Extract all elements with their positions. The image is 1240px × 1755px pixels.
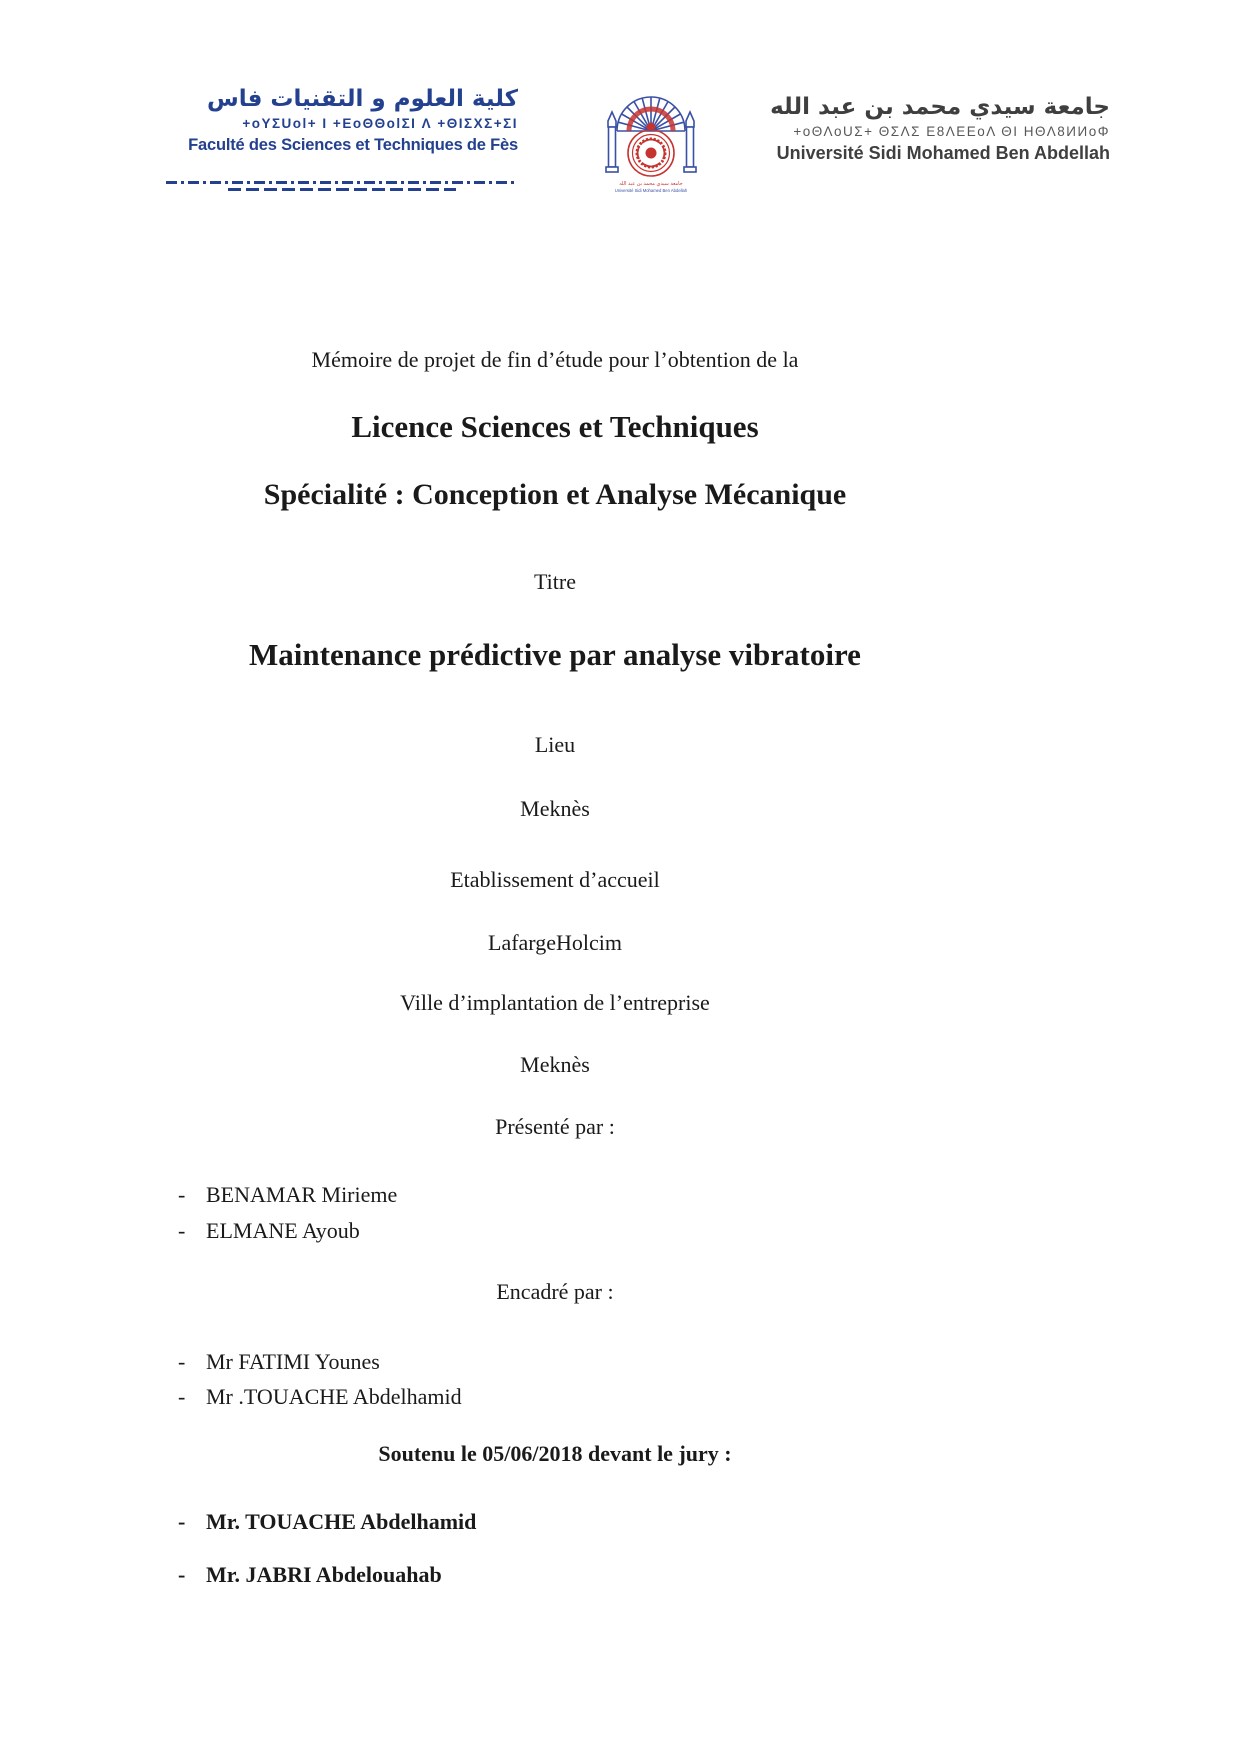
list-item bbox=[178, 1561, 442, 1589]
university-name-french: Université Sidi Mohamed Ben Abdellah bbox=[776, 143, 1110, 163]
university-name-arabic: جامعة سيدي محمد بن عبد الله bbox=[770, 94, 1110, 120]
location-label: Lieu bbox=[534, 732, 576, 757]
bullet-dash: - bbox=[178, 1562, 186, 1587]
project-title: Maintenance prédictive par analyse vibratoire bbox=[249, 637, 861, 672]
student-name: ELMANE Ayoub bbox=[206, 1218, 360, 1243]
speciality-title: Spécialité : Conception et Analyse Mécanique bbox=[263, 478, 847, 511]
list-item bbox=[178, 1508, 476, 1536]
list-item bbox=[178, 1181, 397, 1209]
university-header-block bbox=[768, 92, 1110, 166]
jury-member-name: Mr. TOUACHE Abdelhamid bbox=[206, 1509, 477, 1534]
faculty-name-french: Faculté des Sciences et Techniques de Fès bbox=[188, 136, 518, 154]
university-name-tifinagh: +oΘΛoUΣ+ ΘΣΛΣ Ε8ΛΕΕoΛ ΘΙ ΗΘΛ8ИИoΦ bbox=[793, 124, 1110, 139]
degree-title: Licence Sciences et Techniques bbox=[351, 409, 759, 444]
city-value: Meknès bbox=[520, 1052, 590, 1077]
list-item bbox=[178, 1217, 360, 1245]
supervised-by-label: Encadré par : bbox=[496, 1279, 614, 1304]
faculty-name-arabic: كلية العلوم و التقنيات فاس bbox=[206, 86, 518, 112]
bullet-dash: - bbox=[178, 1509, 186, 1534]
host-label: Etablissement d’accueil bbox=[450, 867, 660, 892]
city-label: Ville d’implantation de l’entreprise bbox=[400, 990, 710, 1015]
faculty-header-block bbox=[166, 84, 518, 157]
host-value: LafargeHolcim bbox=[488, 930, 622, 955]
faculty-name-tifinagh: +oYΣUol+ I +EoΘΘolΣI Λ +ΘIΣXΣ+ΣI bbox=[242, 116, 518, 131]
location-value: Meknès bbox=[520, 796, 590, 821]
list-item bbox=[178, 1348, 380, 1376]
logo-caption-arabic: جامعة سيدي محمد بن عبد الله bbox=[619, 181, 683, 187]
bullet-dash: - bbox=[178, 1218, 186, 1243]
presented-by-label: Présenté par : bbox=[495, 1114, 615, 1139]
supervisor-name: Mr FATIMI Younes bbox=[206, 1349, 380, 1374]
memoir-intro-line: Mémoire de projet de fin d’étude pour l’obtention de la bbox=[311, 347, 799, 372]
supervisor-name: Mr .TOUACHE Abdelhamid bbox=[206, 1384, 462, 1409]
logo-caption-french: Université Sidi Mohamed Ben Abdellah bbox=[614, 188, 688, 193]
bullet-dash: - bbox=[178, 1182, 186, 1207]
university-seal-logo bbox=[598, 74, 704, 200]
bullet-dash: - bbox=[178, 1349, 186, 1374]
student-name: BENAMAR Mirieme bbox=[206, 1182, 398, 1207]
bullet-dash: - bbox=[178, 1384, 186, 1409]
defense-date-line: Soutenu le 05/06/2018 devant le jury : bbox=[378, 1441, 732, 1466]
jury-member-name: Mr. JABRI Abdelouahab bbox=[206, 1562, 442, 1587]
list-item bbox=[178, 1383, 462, 1411]
header-dash-divider-short bbox=[228, 188, 456, 191]
header-dash-divider bbox=[166, 181, 518, 184]
title-label: Titre bbox=[534, 569, 576, 594]
